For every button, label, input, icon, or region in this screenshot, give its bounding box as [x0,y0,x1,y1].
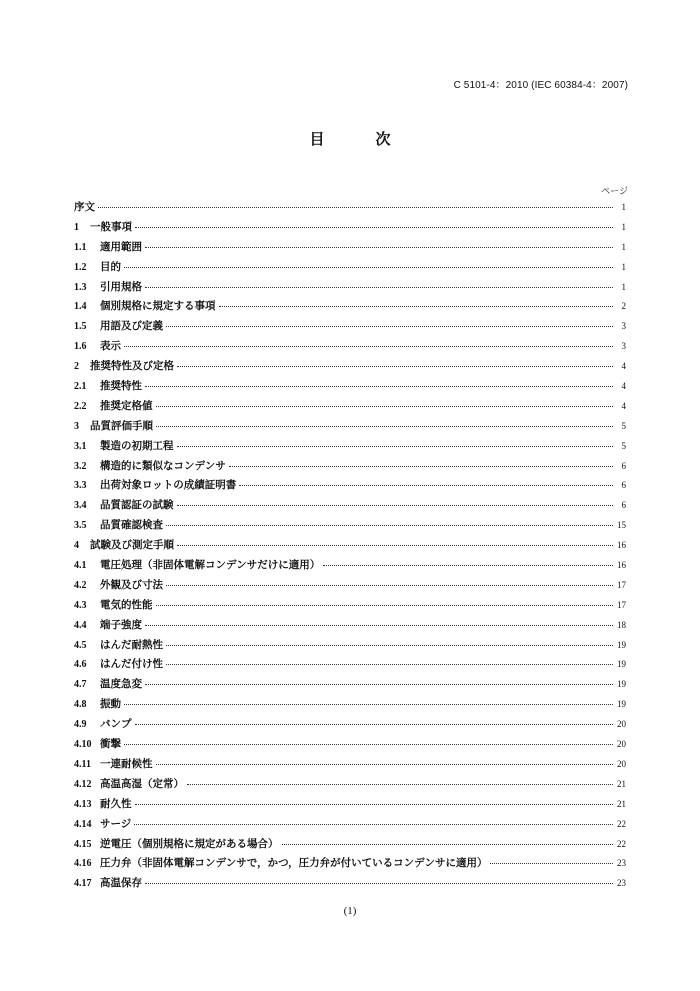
toc-entry-title: 序文 [74,201,95,213]
toc-entry-page: 23 [617,858,626,869]
toc-entry-title: 品質認証の試験 [100,499,174,512]
toc-entry-number: 1.2 [74,261,87,273]
toc-entry-number: 2 [74,361,79,373]
toc-entry-page: 17 [617,599,626,610]
toc-entry-title: 一連耐候性 [100,757,153,770]
toc-entry-number: 3 [74,420,79,432]
toc-dot-leader [135,724,614,725]
toc-entry-number: 4.7 [74,679,87,691]
toc-entry[interactable] [74,696,626,716]
toc-dot-leader [166,326,613,327]
toc-entry-page: 1 [621,241,626,252]
toc-entry-title: 振動 [100,698,121,711]
toc-entry[interactable] [74,298,626,318]
toc-dot-leader [124,267,613,268]
toc-entry-page: 1 [621,221,626,232]
toc-entry-number: 2.1 [74,381,87,393]
toc-entry[interactable] [74,736,626,756]
page-title: 目 次 [309,130,409,148]
toc-entry[interactable] [74,816,626,836]
toc-entry-page: 23 [617,878,626,889]
toc-entry-page: 22 [617,818,626,829]
toc-entry[interactable] [74,716,626,736]
toc-entry-page: 5 [621,440,626,451]
toc-entry-number: 3.4 [74,500,87,512]
toc-dot-leader [323,565,613,566]
toc-entry[interactable] [74,517,626,537]
toc-entry-page: 1 [621,261,626,272]
toc-entry[interactable] [74,597,626,617]
toc-entry-number: 4.10 [74,739,92,751]
toc-entry-number: 3.1 [74,440,87,452]
toc-entry-number: 4.16 [74,858,92,870]
toc-entry[interactable] [74,438,626,458]
toc-entry-number: 4.9 [74,719,87,731]
toc-dot-leader [156,406,614,407]
toc-entry-number: 4.17 [74,878,92,890]
toc-entry-title: 用語及び定義 [100,320,163,333]
toc-dot-leader [219,306,614,307]
toc-entry[interactable] [74,676,626,696]
toc-dot-leader [166,645,613,646]
toc-entry-page: 20 [617,719,626,730]
toc-entry-title: 推奨特性 [100,380,142,393]
toc-entry-page: 16 [617,560,626,571]
toc-dot-leader [145,684,613,685]
toc-entry-number: 4.3 [74,599,87,611]
toc-entry[interactable] [74,637,626,657]
toc-entry[interactable] [74,418,626,438]
toc-entry[interactable] [74,458,626,478]
toc-entry[interactable] [74,836,626,856]
toc-dot-leader [124,346,613,347]
toc-entry-page: 18 [617,619,626,630]
toc-entry-number: 4.12 [74,778,92,790]
toc-entry-page: 3 [621,341,626,352]
toc-entry-number: 4.6 [74,659,87,671]
toc-entry-title: 品質評価手順 [90,419,153,432]
toc-entry-page: 15 [617,520,626,531]
toc-entry-title: 衝撃 [100,738,121,751]
toc-dot-leader [145,287,613,288]
toc-entry[interactable] [74,358,626,378]
toc-entry-number: 4.1 [74,560,87,572]
toc-entry-number: 4.8 [74,699,87,711]
toc-entry-number: 3.3 [74,480,87,492]
toc-entry[interactable] [74,477,626,497]
toc-entry[interactable] [74,219,626,239]
toc-dot-leader [134,824,613,825]
toc-entry-title: 品質確認検査 [100,519,163,532]
toc-entry-title: 圧力弁（非固体電解コンデンサで，かつ，圧力弁が付いているコンデンサに適用） [100,857,488,870]
toc-entry[interactable] [74,199,626,219]
toc-entry[interactable] [74,875,626,895]
toc-dot-leader [156,605,614,606]
toc-entry-number: 1.3 [74,281,87,293]
toc-dot-leader [145,625,613,626]
toc-dot-leader [145,386,613,387]
toc-entry-title: 推奨定格値 [100,399,153,412]
toc-entry-page: 17 [617,579,626,590]
toc-entry-number: 4.4 [74,619,87,631]
page-number: (1) [343,905,357,917]
toc-entry[interactable] [74,577,626,597]
toc-dot-leader [156,764,614,765]
toc-entry-title: はんだ耐熱性 [100,638,163,651]
toc-entry-number: 4.14 [74,818,92,830]
toc-dot-leader [177,545,613,546]
toc-entry-page: 4 [621,400,626,411]
toc-entry-number: 1.1 [74,241,87,253]
toc-entry-title: 引用規格 [100,280,142,293]
toc-entry-page: 16 [617,540,626,551]
toc-entry-page: 4 [621,381,626,392]
toc-entry-title: 一般事項 [90,220,132,233]
toc-dot-leader [490,863,613,864]
toc-dot-leader [156,426,613,427]
toc-entry-page: 20 [617,739,626,750]
toc-entry-number: 4.2 [74,579,87,591]
toc-entry-title: はんだ付け性 [100,658,163,671]
toc-entry[interactable] [74,318,626,338]
toc-entry[interactable] [74,497,626,517]
toc-entry-page: 21 [617,778,626,789]
toc-entry-title: 製造の初期工程 [100,439,174,452]
toc-dot-leader [187,784,613,785]
toc-dot-leader [166,585,613,586]
toc-dot-leader [229,466,613,467]
toc-entry-title: 温度急変 [100,678,142,691]
toc-entry-number: 1.6 [74,341,87,353]
toc-entry-number: 1.4 [74,301,87,313]
toc-entry-page: 19 [617,659,626,670]
toc-dot-leader [145,247,613,248]
toc-entry-page: 4 [621,361,626,372]
toc-entry-title: 耐久性 [100,797,132,810]
toc-entry-number: 4.13 [74,798,92,810]
toc-entry-page: 6 [621,480,626,491]
toc-dot-leader [98,207,613,208]
standard-code: C 5101-4：2010 (IEC 60384-4：2007) [453,80,628,91]
toc-entry[interactable] [74,338,626,358]
toc-entry-title: サージ [100,817,132,830]
toc-entry-page: 1 [621,281,626,292]
toc-entry[interactable] [74,617,626,637]
toc-entry[interactable] [74,398,626,418]
toc-entry[interactable] [74,756,626,776]
toc-entry-title: 推奨特性及び定格 [90,360,174,373]
toc-entry-title: 目的 [100,260,121,273]
toc-entry-number: 3.5 [74,520,87,532]
toc-entry[interactable] [74,259,626,279]
toc-entry-page: 20 [617,758,626,769]
toc-dot-leader [282,844,614,845]
toc-entry-number: 4.5 [74,639,87,651]
toc-entry-number: 1.5 [74,321,87,333]
toc-entry-page: 6 [621,460,626,471]
toc-dot-leader [177,446,614,447]
toc-entry[interactable] [74,855,626,875]
toc-dot-leader [124,704,613,705]
toc-entry-number: 4.11 [74,758,91,770]
toc-entry-title: 高温高湿（定常） [100,777,184,790]
toc-entry[interactable] [74,776,626,796]
toc-entry-title: 高温保存 [100,877,142,890]
toc-dot-leader [239,485,613,486]
toc-entry[interactable] [74,537,626,557]
toc-entry-page: 19 [617,639,626,650]
toc-dot-leader [145,883,613,884]
toc-entry-title: バンプ [100,718,132,731]
toc-entry[interactable] [74,557,626,577]
toc-dot-leader [135,804,614,805]
toc-entry-page: 3 [621,321,626,332]
toc-entry-title: 適用範囲 [100,240,142,253]
toc-entry-page: 5 [621,420,626,431]
toc-entry-number: 3.2 [74,460,87,472]
toc-dot-leader [177,366,613,367]
toc-entry-title: 逆電圧（個別規格に規定がある場合） [100,837,279,850]
toc-entry-title: 電圧処理（非固体電解コンデンサだけに適用） [100,559,321,572]
toc-entry-page: 2 [621,301,626,312]
toc-dot-leader [124,744,613,745]
toc-entry[interactable] [74,279,626,299]
toc-entry-title: 端子強度 [100,618,142,631]
toc-entry-page: 19 [617,679,626,690]
toc-entry[interactable] [74,656,626,676]
toc-entry-title: 出荷対象ロットの成績証明書 [100,479,237,492]
toc-entry-number: 1 [74,221,79,233]
page-column-label: ページ [601,187,628,197]
toc-entry-page: 19 [617,699,626,710]
toc-entry-number: 4.15 [74,838,92,850]
toc-entry-number: 4 [74,540,79,552]
toc-entry[interactable] [74,378,626,398]
toc-dot-leader [166,525,613,526]
toc-entry-page: 21 [617,798,626,809]
toc-entry[interactable] [74,796,626,816]
toc-entry-number: 2.2 [74,400,87,412]
table-of-contents [74,199,626,895]
toc-entry-title: 構造的に類似なコンデンサ [100,459,226,472]
toc-dot-leader [177,505,614,506]
toc-entry-page: 1 [621,202,626,212]
toc-entry[interactable] [74,239,626,259]
toc-entry-title: 試験及び測定手順 [90,539,174,552]
toc-dot-leader [166,664,613,665]
toc-dot-leader [135,227,613,228]
toc-entry-title: 外観及び寸法 [100,578,163,591]
toc-entry-title: 電気的性能 [100,598,153,611]
toc-entry-page: 22 [617,838,626,849]
toc-entry-page: 6 [621,500,626,511]
toc-entry-title: 個別規格に規定する事項 [100,300,216,313]
toc-entry-title: 表示 [100,340,121,353]
